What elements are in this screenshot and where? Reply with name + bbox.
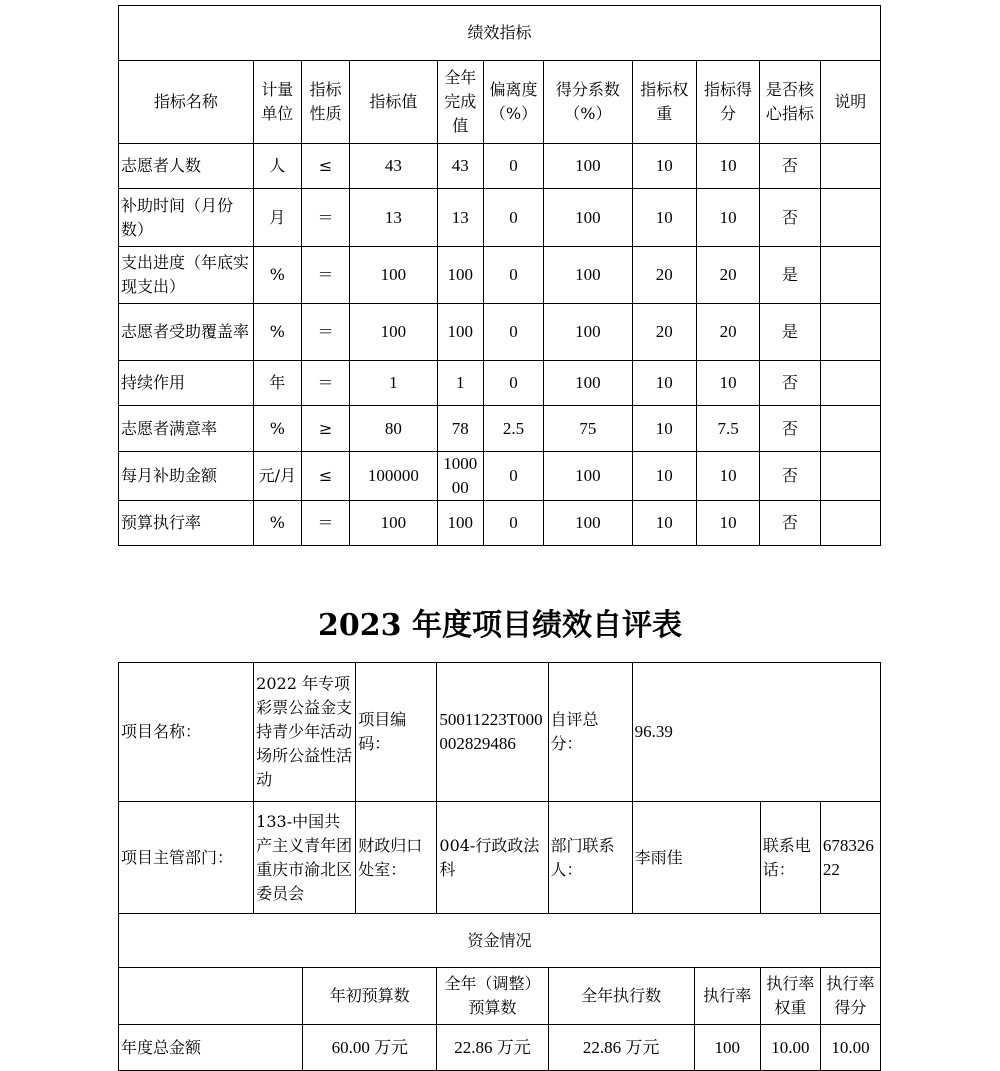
project-name-label: 项目名称： — [119, 663, 254, 802]
indicator-row — [119, 247, 881, 304]
funds-col-header-blank — [119, 968, 303, 1025]
cell-unit: 人 — [253, 144, 301, 189]
funds-rate-weight-value: 10.00 — [760, 1025, 820, 1071]
cell-score-coefficient: 100 — [544, 304, 632, 361]
cell-indicator-name: 持续作用 — [119, 361, 254, 406]
funds-header-row — [119, 968, 881, 1025]
cell-indicator-name: 志愿者满意率 — [119, 406, 254, 452]
col-header-unit: 计量单位 — [253, 61, 301, 144]
cell-nature: ≤ — [301, 452, 349, 501]
project-name-row — [119, 663, 881, 802]
cell-is-core: 否 — [760, 189, 820, 247]
col-header-indicator-name: 指标名称 — [119, 61, 254, 144]
cell-nature: ＝ — [301, 361, 349, 406]
cell-deviation: 0 — [483, 304, 543, 361]
self-score-value: 96.39 — [632, 663, 880, 802]
cell-score-coefficient: 100 — [544, 189, 632, 247]
cell-annual-completion: 100000 — [437, 452, 483, 501]
department-row — [119, 802, 881, 914]
cell-annual-completion: 78 — [437, 406, 483, 452]
contact-person-label: 部门联系人： — [548, 802, 632, 914]
funds-col-header-rate-score: 执行率得分 — [820, 968, 880, 1025]
cell-unit: 年 — [253, 361, 301, 406]
cell-weight: 10 — [632, 144, 696, 189]
cell-indicator-name: 志愿者人数 — [119, 144, 254, 189]
funds-execution-rate-value: 100 — [694, 1025, 760, 1071]
indicator-row — [119, 189, 881, 247]
cell-deviation: 0 — [483, 144, 543, 189]
cell-score-coefficient: 100 — [544, 361, 632, 406]
cell-target-value: 1 — [350, 361, 437, 406]
cell-annual-completion: 100 — [437, 247, 483, 304]
cell-weight: 10 — [632, 189, 696, 247]
indicator-row — [119, 144, 881, 189]
cell-deviation: 0 — [483, 501, 543, 546]
cell-indicator-name: 志愿者受助覆盖率 — [119, 304, 254, 361]
cell-indicator-name: 支出进度（年底实现支出） — [119, 247, 254, 304]
funds-rate-score-value: 10.00 — [820, 1025, 880, 1071]
cell-notes — [820, 189, 880, 247]
cell-is-core: 否 — [760, 501, 820, 546]
indicator-row — [119, 304, 881, 361]
funds-col-header-initial-budget: 年初预算数 — [303, 968, 437, 1025]
col-header-weight: 指标权重 — [632, 61, 696, 144]
cell-notes — [820, 452, 880, 501]
cell-is-core: 是 — [760, 304, 820, 361]
cell-weight: 10 — [632, 452, 696, 501]
cell-weight: 20 — [632, 247, 696, 304]
project-info-table — [118, 662, 881, 1071]
col-header-is-core: 是否核心指标 — [760, 61, 820, 144]
funds-col-header-adjusted-budget: 全年（调整）预算数 — [437, 968, 548, 1025]
cell-annual-completion: 13 — [437, 189, 483, 247]
cell-score: 10 — [696, 501, 759, 546]
col-header-score-coefficient: 得分系数（%） — [544, 61, 632, 144]
cell-score: 10 — [696, 361, 759, 406]
cell-target-value: 100 — [350, 304, 437, 361]
cell-target-value: 100000 — [350, 452, 437, 501]
report-title: 2023 年度项目绩效自评表 — [318, 608, 682, 643]
cell-score-coefficient: 100 — [544, 144, 632, 189]
cell-unit: 元/月 — [253, 452, 301, 501]
col-header-deviation: 偏离度（%） — [483, 61, 543, 144]
cell-score: 20 — [696, 304, 759, 361]
indicator-row — [119, 452, 881, 501]
cell-target-value: 43 — [350, 144, 437, 189]
funds-total-label: 年度总金额 — [119, 1025, 303, 1071]
cell-notes — [820, 501, 880, 546]
cell-deviation: 0 — [483, 189, 543, 247]
cell-score-coefficient: 75 — [544, 406, 632, 452]
project-name-value: 2022 年专项彩票公益金支持青少年活动场所公益性活动 — [254, 663, 356, 802]
phone-label: 联系电话： — [760, 802, 820, 914]
department-label: 项目主管部门： — [119, 802, 254, 914]
cell-nature: ≤ — [301, 144, 349, 189]
cell-unit: 月 — [253, 189, 301, 247]
cell-notes — [820, 144, 880, 189]
cell-weight: 10 — [632, 406, 696, 452]
indicator-row — [119, 361, 881, 406]
funds-col-header-rate-weight: 执行率权重 — [760, 968, 820, 1025]
cell-score-coefficient: 100 — [544, 247, 632, 304]
performance-header-row — [119, 61, 881, 144]
col-header-nature: 指标性质 — [301, 61, 349, 144]
cell-nature: ≥ — [301, 406, 349, 452]
cell-annual-completion: 43 — [437, 144, 483, 189]
col-header-annual-completion: 全年完成值 — [437, 61, 483, 144]
project-code-label: 项目编码： — [356, 663, 437, 802]
cell-indicator-name: 预算执行率 — [119, 501, 254, 546]
performance-section-header: 绩效指标 — [119, 6, 881, 61]
funds-adjusted-budget-value: 22.86 万元 — [437, 1025, 548, 1071]
cell-deviation: 0 — [483, 361, 543, 406]
cell-deviation: 0 — [483, 247, 543, 304]
cell-is-core: 否 — [760, 144, 820, 189]
funds-total-row — [119, 1025, 881, 1071]
cell-unit: % — [253, 501, 301, 546]
department-value: 133-中国共产主义青年团重庆市渝北区委员会 — [254, 802, 356, 914]
funds-initial-budget-value: 60.00 万元 — [303, 1025, 437, 1071]
indicator-row — [119, 501, 881, 546]
finance-office-value: 004-行政政法科 — [437, 802, 548, 914]
cell-score-coefficient: 100 — [544, 501, 632, 546]
cell-nature: ＝ — [301, 304, 349, 361]
cell-nature: ＝ — [301, 501, 349, 546]
cell-is-core: 否 — [760, 361, 820, 406]
cell-target-value: 100 — [350, 501, 437, 546]
cell-indicator-name: 每月补助金额 — [119, 452, 254, 501]
cell-annual-completion: 100 — [437, 304, 483, 361]
cell-indicator-name: 补助时间（月份数） — [119, 189, 254, 247]
cell-target-value: 80 — [350, 406, 437, 452]
cell-weight: 10 — [632, 361, 696, 406]
cell-nature: ＝ — [301, 189, 349, 247]
cell-notes — [820, 304, 880, 361]
cell-is-core: 是 — [760, 247, 820, 304]
cell-target-value: 100 — [350, 247, 437, 304]
cell-is-core: 否 — [760, 452, 820, 501]
cell-score: 20 — [696, 247, 759, 304]
cell-annual-completion: 100 — [437, 501, 483, 546]
cell-unit: % — [253, 247, 301, 304]
col-header-target-value: 指标值 — [350, 61, 437, 144]
cell-notes — [820, 361, 880, 406]
cell-target-value: 13 — [350, 189, 437, 247]
col-header-notes: 说明 — [820, 61, 880, 144]
cell-unit: % — [253, 406, 301, 452]
cell-score: 10 — [696, 144, 759, 189]
project-code-value: 50011223T000002829486 — [437, 663, 548, 802]
cell-unit: % — [253, 304, 301, 361]
performance-indicator-table — [118, 5, 881, 546]
funds-col-header-executed: 全年执行数 — [548, 968, 694, 1025]
funds-executed-value: 22.86 万元 — [548, 1025, 694, 1071]
indicator-row — [119, 406, 881, 452]
cell-score-coefficient: 100 — [544, 452, 632, 501]
cell-deviation: 0 — [483, 452, 543, 501]
contact-person-value: 李雨佳 — [632, 802, 760, 914]
self-score-label: 自评总分： — [548, 663, 632, 802]
cell-weight: 20 — [632, 304, 696, 361]
cell-score: 7.5 — [696, 406, 759, 452]
phone-value: 67832622 — [820, 802, 880, 914]
col-header-score: 指标得分 — [696, 61, 759, 144]
funds-col-header-execution-rate: 执行率 — [694, 968, 760, 1025]
performance-rows — [119, 144, 881, 546]
cell-notes — [820, 406, 880, 452]
cell-score: 10 — [696, 189, 759, 247]
cell-annual-completion: 1 — [437, 361, 483, 406]
cell-notes — [820, 247, 880, 304]
funds-section-header: 资金情况 — [119, 914, 881, 968]
cell-weight: 10 — [632, 501, 696, 546]
finance-office-label: 财政归口处室： — [356, 802, 437, 914]
cell-is-core: 否 — [760, 406, 820, 452]
cell-deviation: 2.5 — [483, 406, 543, 452]
cell-score: 10 — [696, 452, 759, 501]
cell-nature: ＝ — [301, 247, 349, 304]
